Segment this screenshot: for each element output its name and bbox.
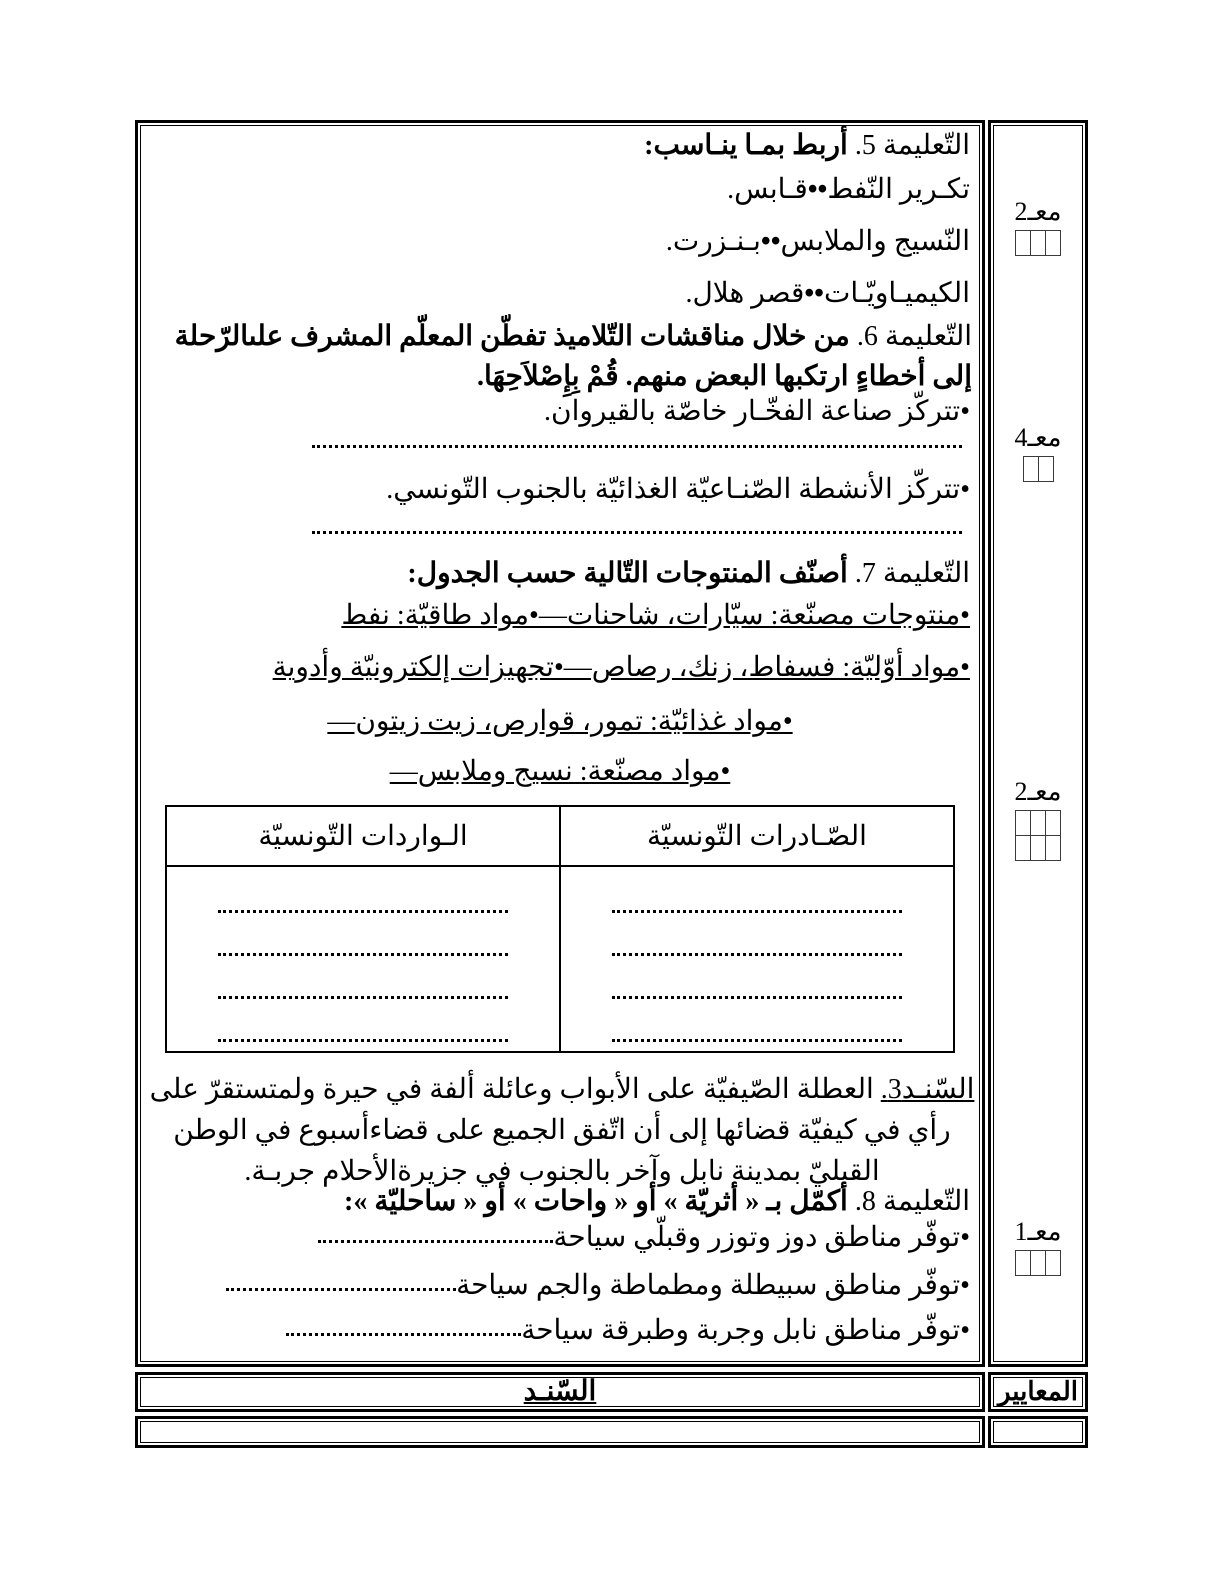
score-boxes — [991, 810, 1085, 861]
task7-instruction: أصنّف المنتوجات التّالية حسب الجدول: — [407, 558, 848, 589]
matching-dots[interactable]: •• — [760, 226, 781, 257]
imports-answer-cell[interactable] — [166, 866, 560, 1052]
criteria-column — [988, 120, 1088, 1367]
score-box-cell[interactable] — [1030, 230, 1046, 256]
criteria-mark-label: معـ2 — [1014, 197, 1062, 226]
sanad-footer-box — [135, 1372, 985, 1412]
exports-answer-cell[interactable] — [560, 866, 954, 1052]
matching-right-term: بـنـزرت. — [665, 226, 761, 257]
score-boxes — [991, 1250, 1085, 1276]
score-box-cell[interactable] — [1015, 835, 1031, 861]
matching-left-term: تكـرير النّفط — [827, 174, 970, 205]
answer-line[interactable] — [226, 1284, 456, 1291]
worksheet-body — [135, 120, 985, 1367]
task8-prefix: التّعليمة 8. — [854, 1186, 970, 1217]
exports-imports-table — [165, 805, 955, 1053]
task5-instruction: أربط بمـا ينـاسب: — [644, 130, 848, 161]
score-box-cell[interactable] — [1015, 1250, 1031, 1276]
empty-footer-box — [135, 1416, 985, 1448]
table-header-row — [166, 806, 954, 866]
score-box-cell[interactable] — [1045, 230, 1061, 256]
criteria-mark-label: معـ1 — [1014, 1217, 1062, 1246]
matching-dots[interactable]: •• — [807, 174, 828, 205]
task8-sentence — [318, 1221, 970, 1255]
empty-footer-box — [988, 1416, 1088, 1448]
answer-line[interactable] — [612, 999, 902, 1042]
imports-column-header: الـواردات التّونسيّة — [166, 806, 560, 866]
score-box-cell[interactable] — [1015, 810, 1031, 836]
criteria-footer-box — [988, 1372, 1088, 1412]
answer-line[interactable] — [218, 913, 508, 956]
task5-title — [644, 129, 970, 163]
sanad-footer-label: السّنـد — [523, 1376, 597, 1407]
task8-instruction: أكمّل بـ « أثريّة » أو « واحات » أو « ساحليّة »: — [344, 1186, 848, 1217]
task8-sentence-text: •توفّر مناطق دوز وتوزر وقبلّي سياحة — [553, 1222, 970, 1253]
criteria-mark — [991, 777, 1085, 861]
task6-sentence: •تتركّز الأنشطة الصّنـاعيّة الغذائيّة بالجنوب التّونسي. — [386, 474, 970, 505]
task6-prefix: التّعليمة 6. — [856, 321, 972, 352]
task7-prefix: التّعليمة 7. — [854, 558, 970, 589]
answer-line[interactable] — [286, 1329, 521, 1336]
criteria-mark — [991, 197, 1085, 256]
score-box-cell[interactable] — [1023, 456, 1039, 482]
support3-paragraph — [148, 1069, 976, 1192]
score-box-cell[interactable] — [1045, 1250, 1061, 1276]
task7-products-line: •مواد مصنّعة: نسيج وملابس— — [389, 756, 731, 787]
matching-left-term: النّسيج والملابس — [780, 226, 970, 257]
task6-instruction: من خلال مناقشات التّلاميذ تفطّن المعلّم المشرف علىالرّحلة إلى أخطاءٍ ارتكبها البعض منهم. قُمْ بِإِصْلاَحِهَا. — [174, 321, 972, 392]
answer-line[interactable] — [612, 956, 902, 999]
support3-label: السّنـد3. — [880, 1074, 975, 1105]
answer-line[interactable] — [612, 868, 902, 913]
answer-line[interactable] — [312, 441, 962, 448]
matching-dots[interactable]: •• — [804, 278, 824, 309]
criteria-mark — [991, 1217, 1085, 1276]
matching-item — [727, 173, 970, 207]
task5-prefix: التّعليمة 5. — [854, 130, 970, 161]
exports-column-header: الصّـادرات التّونسيّة — [560, 806, 954, 866]
score-box-cell[interactable] — [1038, 456, 1054, 482]
matching-item — [666, 225, 970, 259]
matching-left-term: الكيميـاويّـات — [823, 278, 970, 309]
task6-title — [152, 317, 972, 397]
matching-right-term: قصر هلال. — [685, 278, 805, 309]
matching-right-term: قـابس. — [727, 174, 808, 205]
criteria-footer-label: المعايير — [997, 1377, 1079, 1406]
task7-products-line: •مواد غذائيّة: تمور، قوارص، زيت زيتون— — [327, 706, 793, 737]
task7-title — [407, 557, 970, 591]
task8-sentence — [286, 1314, 970, 1348]
score-box-cell[interactable] — [1030, 1250, 1046, 1276]
task8-sentence-text: •توفّر مناطق نابل وجربة وطبرقة سياحة — [521, 1315, 970, 1346]
criteria-mark-label: معـ4 — [1014, 423, 1062, 452]
task6-sentence: •تتركّز صناعة الفخّـار خاصّة بالقيروان. — [544, 396, 970, 427]
task7-products-line: •مواد أوّليّة: فسفاط، زنك، رصاص—•تجهيزات إلكترونيّة وأدوية — [272, 652, 970, 683]
criteria-mark-label: معـ2 — [1014, 777, 1062, 806]
score-box-cell[interactable] — [1030, 835, 1046, 861]
criteria-mark — [991, 423, 1085, 482]
task8-title — [344, 1185, 970, 1219]
score-box-cell[interactable] — [1015, 230, 1031, 256]
task8-sentence-text: •توفّر مناطق سبيطلة ومطماطة والجم سياحة — [456, 1270, 970, 1301]
score-boxes — [991, 456, 1085, 482]
answer-line[interactable] — [312, 527, 962, 534]
score-box-cell[interactable] — [1030, 810, 1046, 836]
task8-sentence — [226, 1269, 970, 1303]
answer-line[interactable] — [218, 999, 508, 1042]
task7-products-line: •منتوجات مصنّعة: سيّارات، شاحنات—•مواد طاقيّة: نفط — [341, 600, 970, 631]
score-boxes — [991, 230, 1085, 256]
matching-item — [685, 277, 970, 311]
score-box-cell[interactable] — [1045, 810, 1061, 836]
answer-line[interactable] — [318, 1236, 553, 1243]
score-box-cell[interactable] — [1045, 835, 1061, 861]
table-answer-row — [166, 866, 954, 1052]
answer-line[interactable] — [218, 868, 508, 913]
answer-line[interactable] — [612, 913, 902, 956]
support3-text: العطلة الصّيفيّة على الأبواب وعائلة ألفة في حيرة ولمتستقرّ على رأي في كيفيّة قضائها إلى أن اتّفق الجميع على قضاءأسبوع في الوطن القبليّ بمدينة نابل وآخر بالجنوب في جزيرةالأحلام جربـة. — [149, 1074, 951, 1187]
answer-line[interactable] — [218, 956, 508, 999]
